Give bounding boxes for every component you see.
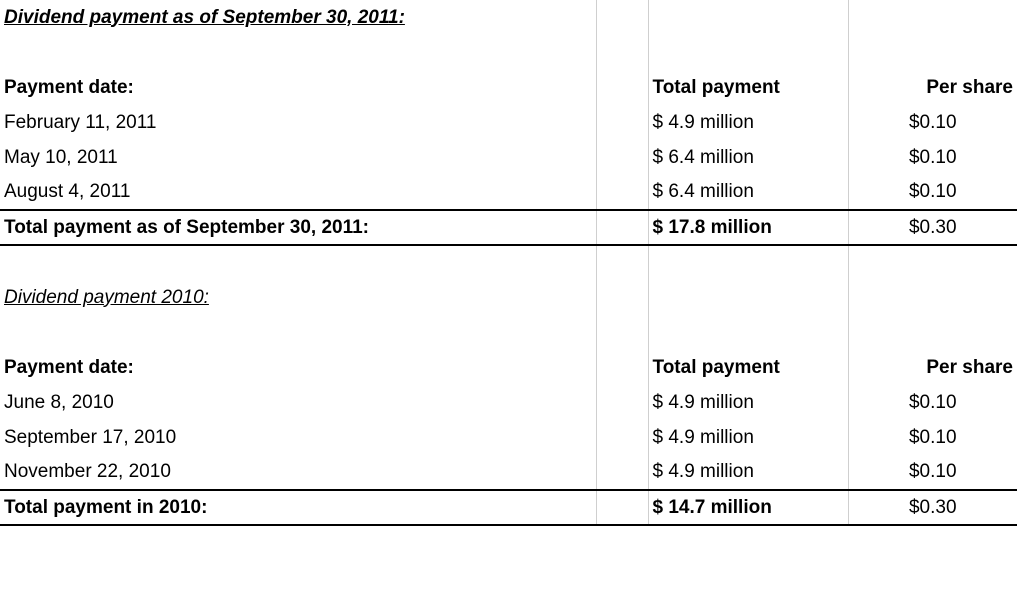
blank-row	[0, 315, 1017, 350]
per-share-cell: $0.10	[908, 461, 957, 482]
spacer-cell	[648, 245, 848, 280]
spacer-cell	[596, 350, 648, 385]
spacer-cell	[596, 175, 648, 210]
blank-row	[0, 245, 1017, 280]
spacer-cell	[596, 70, 648, 105]
column-header-total-payment: Total payment	[648, 350, 848, 385]
table-row	[0, 175, 1017, 210]
spacer-cell	[0, 245, 596, 280]
table-row	[0, 105, 1017, 140]
spacer-cell	[596, 210, 648, 245]
total-payment-cell: $ 4.9 million	[648, 105, 848, 140]
table-row	[0, 455, 1017, 490]
payment-date-cell: September 17, 2010	[0, 420, 596, 455]
section2-total-row	[0, 490, 1017, 525]
per-share-cell: $0.10	[908, 181, 957, 202]
spacer-cell	[596, 385, 648, 420]
payment-date-cell: February 11, 2011	[0, 105, 596, 140]
per-share-cell: $0.10	[908, 111, 957, 133]
section1-total-row	[0, 210, 1017, 245]
spacer-cell	[0, 315, 596, 350]
spacer-cell	[0, 35, 596, 70]
spacer-cell	[648, 315, 848, 350]
spacer-cell	[596, 420, 648, 455]
column-header-per-share: Per share	[926, 356, 1013, 378]
spacer-cell	[596, 315, 648, 350]
section2-title-row	[0, 280, 1017, 315]
per-share-cell: $0.10	[908, 391, 957, 413]
payment-date-cell: May 10, 2011	[0, 140, 596, 175]
spacer-cell	[848, 0, 1017, 35]
column-header-total-payment: Total payment	[648, 70, 848, 105]
spacer-cell	[648, 280, 848, 315]
per-share-total-cell: $0.30	[848, 490, 1017, 525]
spacer-cell	[596, 35, 648, 70]
table-row	[0, 140, 1017, 175]
spacer-cell	[596, 490, 648, 525]
section1-title: Dividend payment as of September 30, 2011:	[0, 0, 596, 35]
payment-date-cell: June 8, 2010	[0, 385, 596, 420]
section2-title: Dividend payment 2010:	[0, 280, 596, 315]
total-label-cell: Total payment in 2010:	[0, 490, 596, 525]
spacer-cell	[596, 455, 648, 490]
spacer-cell	[848, 245, 1017, 280]
spacer-cell	[848, 280, 1017, 315]
total-payment-cell: $ 4.9 million	[648, 385, 848, 420]
spacer-cell	[848, 35, 1017, 70]
payment-date-cell: August 4, 2011	[0, 175, 596, 210]
blank-row	[0, 35, 1017, 70]
column-header-per-share: Per share	[926, 76, 1013, 98]
spacer-cell	[648, 35, 848, 70]
total-payment-cell: $ 4.9 million	[648, 455, 848, 490]
spacer-cell	[848, 315, 1017, 350]
per-share-total-cell: $0.30	[848, 210, 1017, 245]
section1-header-row	[0, 70, 1017, 105]
total-payment-cell: $ 6.4 million	[648, 175, 848, 210]
spacer-cell	[596, 245, 648, 280]
total-payment-cell: $ 6.4 million	[648, 140, 848, 175]
total-label-cell: Total payment as of September 30, 2011:	[0, 210, 596, 245]
column-header-payment-date: Payment date:	[0, 350, 596, 385]
per-share-cell: $0.10	[908, 146, 957, 168]
per-share-cell: $0.10	[908, 426, 957, 448]
total-payment-cell: $ 4.9 million	[648, 420, 848, 455]
section1-title-row	[0, 0, 1017, 35]
table-row	[0, 385, 1017, 420]
spacer-cell	[596, 0, 648, 35]
total-payment-total-cell: $ 17.8 million	[648, 210, 848, 245]
section2-header-row	[0, 350, 1017, 385]
spacer-cell	[648, 0, 848, 35]
spacer-cell	[596, 140, 648, 175]
spacer-cell	[596, 280, 648, 315]
table-row	[0, 420, 1017, 455]
payment-date-cell: November 22, 2010	[0, 455, 596, 490]
spacer-cell	[596, 105, 648, 140]
column-header-payment-date: Payment date:	[0, 70, 596, 105]
total-payment-total-cell: $ 14.7 million	[648, 490, 848, 525]
